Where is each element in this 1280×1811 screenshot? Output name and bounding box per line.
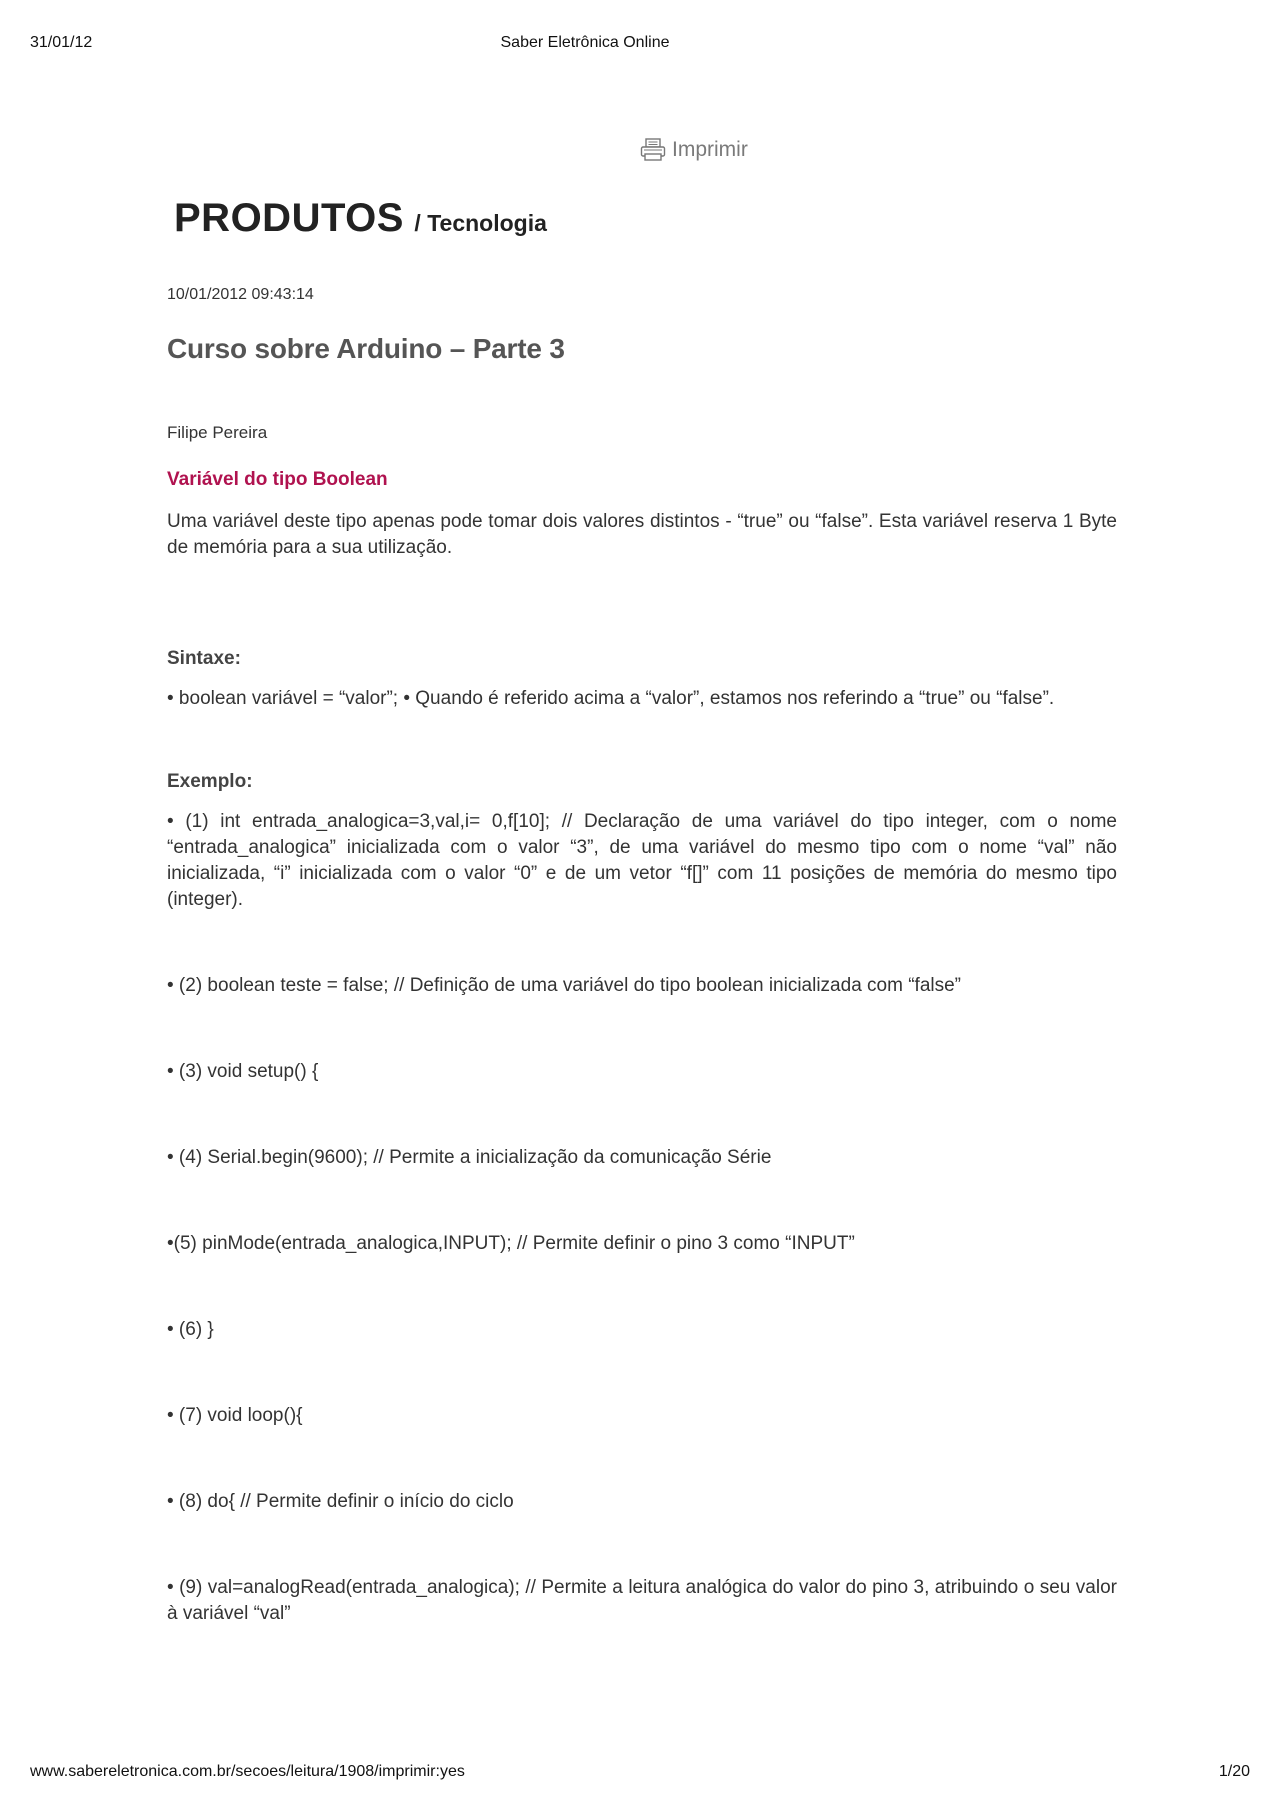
example-item: • (1) int entrada_analogica=3,val,i= 0,f[10]; // Declaração de uma variável do tipo integer, com o nome “entrada_analogica” inicializada com o valor “3”, de uma variável do mesmo tipo com o nome “val” não inicializada, “i” inicializada com o valor “0” e de um vetor “f[]” com 11 posições de memória do mesmo tipo (integer). xyxy=(167,811,1117,910)
article xyxy=(167,286,1117,1627)
syntax-label: Sintaxe: xyxy=(167,648,241,669)
example-item: •(5) pinMode(entrada_analogica,INPUT); // Permite definir o pino 3 como “INPUT” xyxy=(167,1233,855,1254)
example-item: • (3) void setup() { xyxy=(167,1061,319,1082)
print-header-title: Saber Eletrônica Online xyxy=(500,34,670,51)
article-author: Filipe Pereira xyxy=(167,423,268,442)
print-header-date: 31/01/12 xyxy=(30,34,93,51)
syntax-paragraph: • boolean variável = “valor”; • Quando é referido acima a “valor”, estamos nos referindo a “true” ou “false”. xyxy=(167,688,1055,709)
example-item: • (6) } xyxy=(167,1319,214,1340)
example-item: • (4) Serial.begin(9600); // Permite a inicialização da comunicação Série xyxy=(167,1147,772,1168)
example-item: • (8) do{ // Permite definir o início do ciclo xyxy=(167,1491,514,1512)
section-name: PRODUTOS xyxy=(174,196,404,240)
example-item: • (2) boolean teste = false; // Definição de uma variável do tipo boolean inicializada com “false” xyxy=(167,975,962,996)
example-label: Exemplo: xyxy=(167,771,253,792)
print-footer-page-number: 1/20 xyxy=(1218,1763,1250,1780)
print-footer-url: www.sabereletronica.com.br/secoes/leitura/1908/imprimir:yes xyxy=(30,1763,465,1780)
article-title: Curso sobre Arduino – Parte 3 xyxy=(167,333,565,364)
article-timestamp: 10/01/2012 09:43:14 xyxy=(167,286,314,303)
example-item: • (9) val=analogRead(entrada_analogica); // Permite a leitura analógica do valor do pino 3, atribuindo o seu valor à variável “val” xyxy=(167,1577,1117,1624)
print-label: Imprimir xyxy=(672,138,748,161)
article-subheading: Variável do tipo Boolean xyxy=(167,469,388,490)
section-category: / Tecnologia xyxy=(414,210,547,236)
printer-icon xyxy=(640,138,666,162)
print-link[interactable] xyxy=(640,138,748,162)
intro-paragraph: Uma variável deste tipo apenas pode tomar dois valores distintos - “true” ou “false”. Esta variável reserva 1 Byte de memória para a sua utilização. xyxy=(167,511,1117,558)
section-heading xyxy=(174,196,547,241)
example-item: • (7) void loop(){ xyxy=(167,1405,303,1426)
